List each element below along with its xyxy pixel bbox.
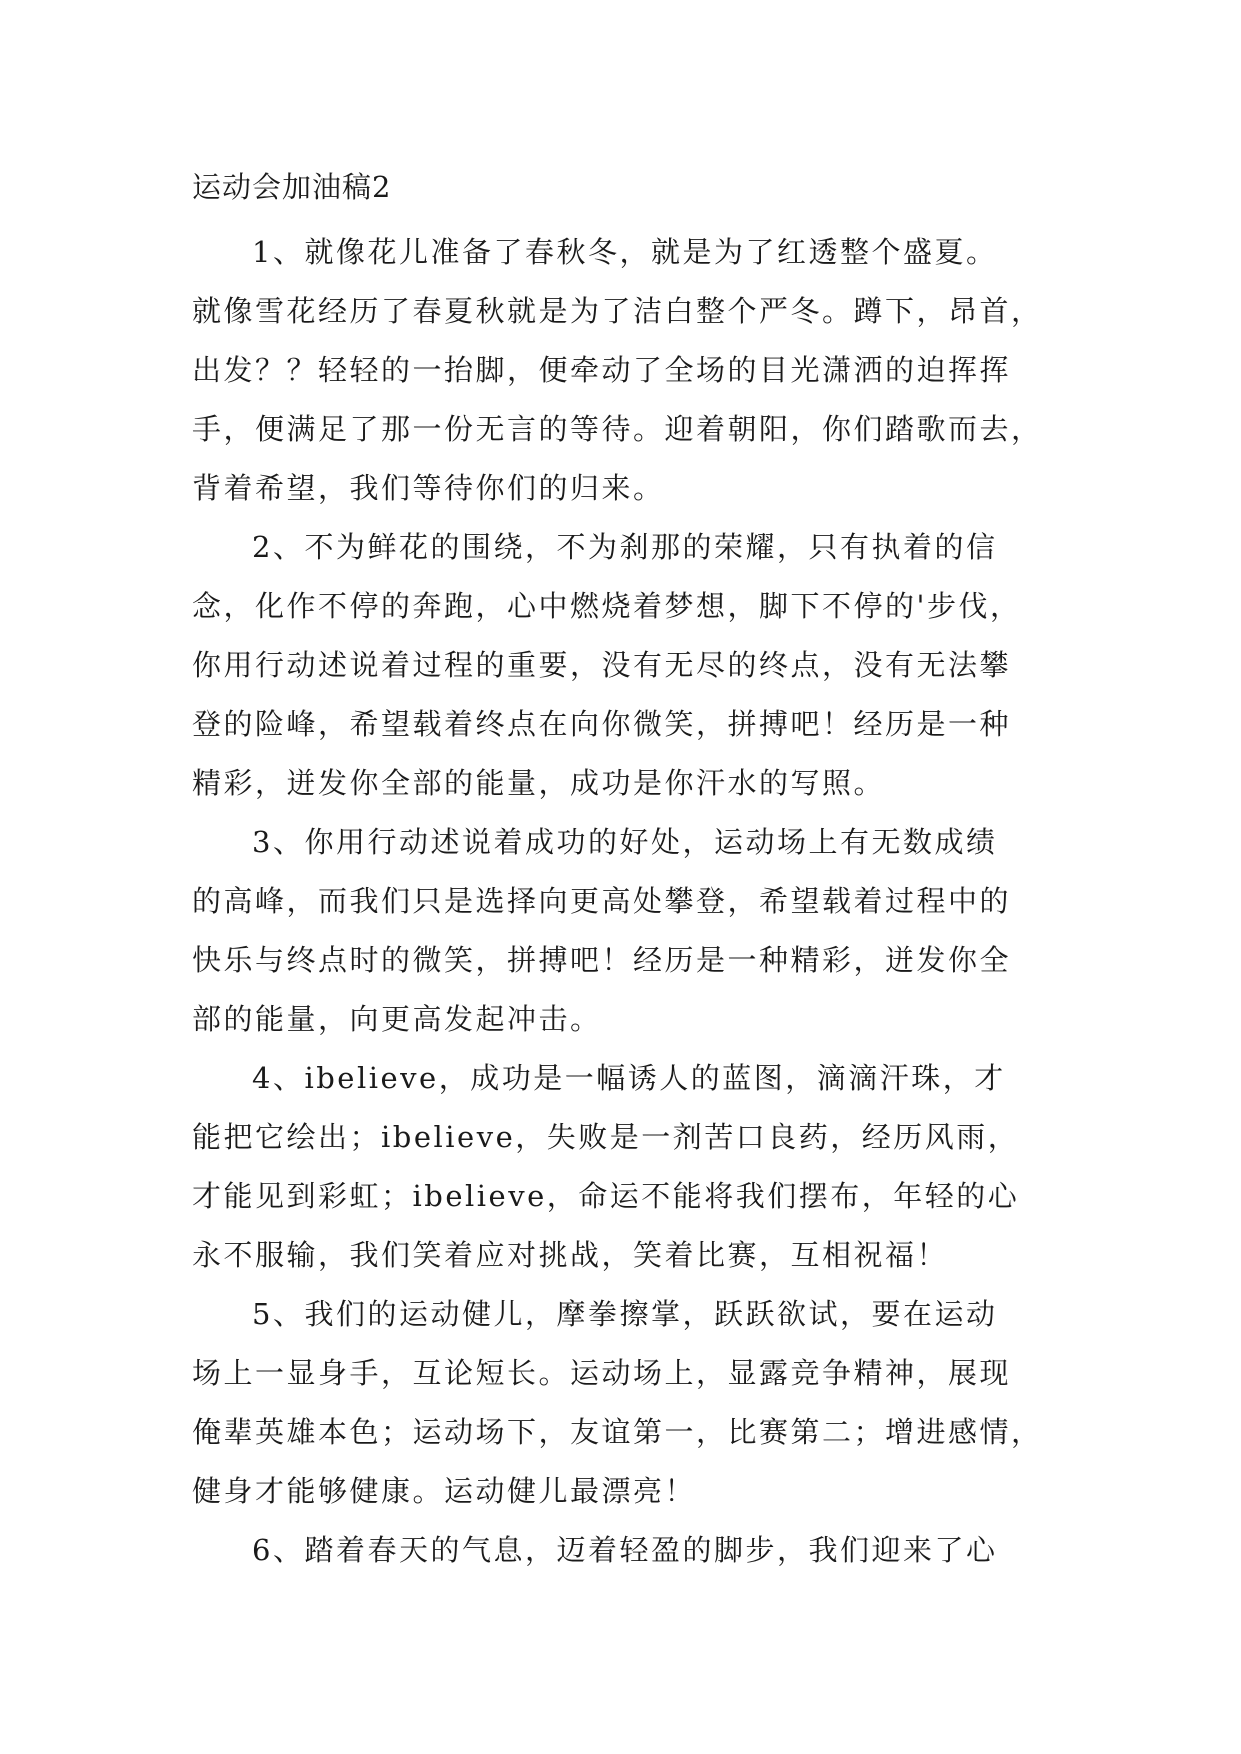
text-line: 能把它绘出；ibelieve，失败是一剂苦口良药，经历风雨， (192, 1120, 1020, 1154)
text-line: 快乐与终点时的微笑，拼搏吧！经历是一种精彩，迸发你全 (192, 943, 1012, 977)
text-line: 你用行动述说着过程的重要，没有无尽的终点，没有无法攀 (192, 648, 1012, 682)
text-line: 4、ibelieve，成功是一幅诱人的蓝图，滴滴汗珠，才 (252, 1061, 1006, 1095)
text-line: 健身才能够健康。运动健儿最漂亮！ (192, 1474, 697, 1508)
paragraph-2 (192, 518, 1052, 813)
text-line: 出发？？轻轻的一抬脚，便牵动了全场的目光潇洒的迫挥挥 (192, 353, 1012, 387)
paragraph-6 (192, 1521, 1052, 1580)
text-line: 念，化作不停的奔跑，心中燃烧着梦想，脚下不停的'步伐， (192, 589, 1022, 623)
text-line: 俺辈英雄本色；运动场下，友谊第一，比赛第二；增进感情， (192, 1415, 1043, 1449)
paragraph-4 (192, 1049, 1052, 1285)
text-line: 3、你用行动述说着成功的好处，运动场上有无数成绩 (252, 825, 998, 859)
text-line: 登的险峰，希望载着终点在向你微笑，拼搏吧！经历是一种 (192, 707, 1012, 741)
text-line: 背着希望，我们等待你们的归来。 (192, 471, 665, 505)
paragraph-5 (192, 1285, 1052, 1521)
text-line: 精彩，迸发你全部的能量，成功是你汗水的写照。 (192, 766, 886, 800)
text-line: 永不服输，我们笑着应对挑战，笑着比赛，互相祝福！ (192, 1238, 949, 1272)
text-line: 才能见到彩虹；ibelieve，命运不能将我们摆布，年轻的心 (192, 1179, 1020, 1213)
text-line: 2、不为鲜花的围绕，不为刹那的荣耀，只有执着的信 (252, 530, 998, 564)
text-line: 场上一显身手，互论短长。运动场上，显露竞争精神，展现 (192, 1356, 1012, 1390)
text-line: 的高峰，而我们只是选择向更高处攀登，希望载着过程中的 (192, 884, 1012, 918)
text-line: 就像雪花经历了春夏秋就是为了洁白整个严冬。蹲下，昂首， (192, 294, 1043, 328)
document-body (192, 223, 1052, 1580)
document-title: 运动会加油稿2 (192, 170, 392, 204)
text-line: 6、踏着春天的气息，迈着轻盈的脚步，我们迎来了心 (252, 1533, 998, 1567)
text-line: 手，便满足了那一份无言的等待。迎着朝阳，你们踏歌而去， (192, 412, 1043, 446)
text-line: 部的能量，向更高发起冲击。 (192, 1002, 602, 1036)
paragraph-3 (192, 813, 1052, 1049)
text-line: 5、我们的运动健儿，摩拳擦掌，跃跃欲试，要在运动 (252, 1297, 998, 1331)
paragraph-1 (192, 223, 1052, 518)
text-line: 1、就像花儿准备了春秋冬，就是为了红透整个盛夏。 (252, 235, 998, 269)
